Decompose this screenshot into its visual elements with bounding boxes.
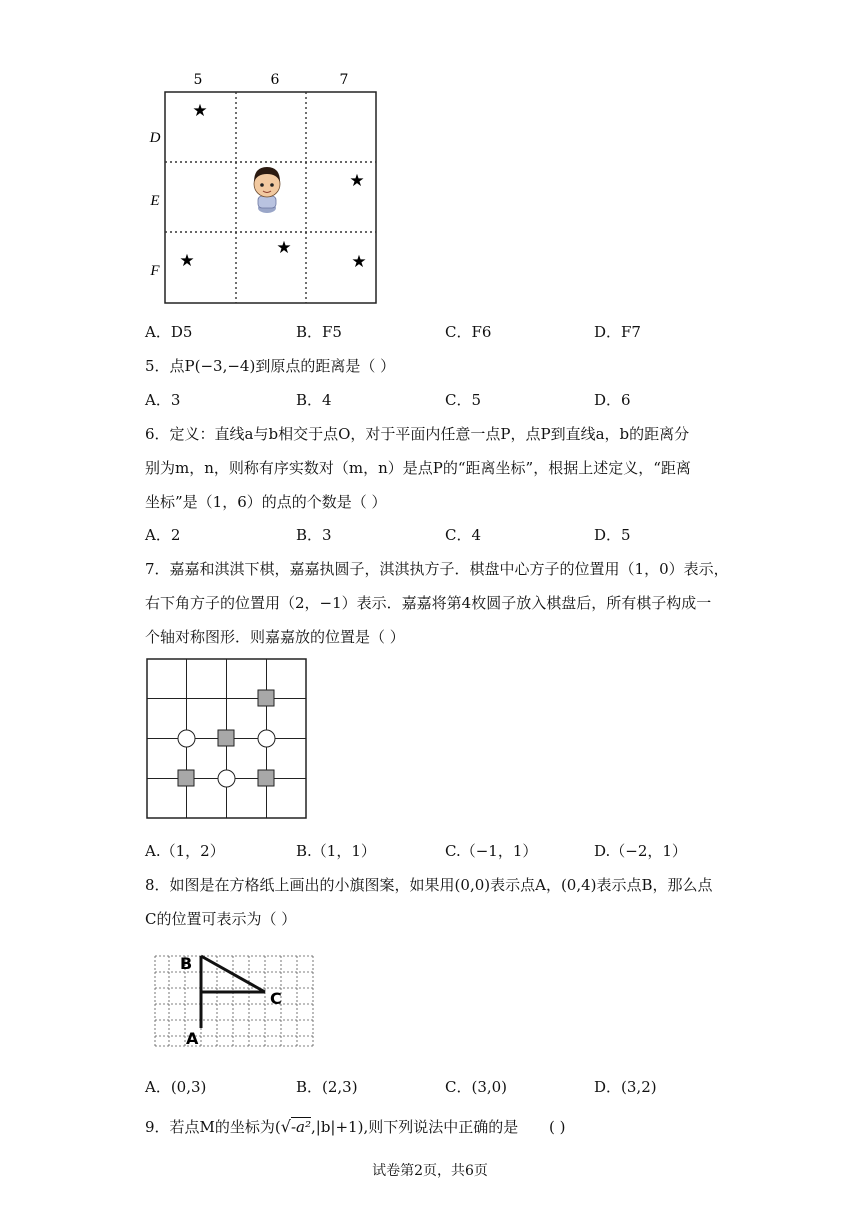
- q7-chessboard-figure: [146, 658, 308, 820]
- sqrt-icon: √: [280, 1117, 291, 1136]
- round-piece: [178, 730, 195, 747]
- q5-question: 5．点P(−3,−4)到原点的距离是（ ）: [145, 357, 396, 375]
- square-piece: [258, 690, 274, 706]
- point-label-c: C: [270, 989, 282, 1008]
- point-label-a: A: [186, 1029, 199, 1048]
- star-icon: ★: [351, 252, 367, 272]
- row-label-f: F: [150, 263, 160, 279]
- q9-radicand: -a²: [290, 1118, 311, 1136]
- q5-option-c[interactable]: C．5: [445, 391, 482, 409]
- q4-grid-figure: [140, 66, 385, 311]
- q6-option-a[interactable]: A．2: [145, 526, 181, 544]
- q7-option-d[interactable]: D.（−2，1）: [594, 842, 687, 860]
- q9-question: [145, 1116, 565, 1137]
- col-label-7: 7: [339, 72, 349, 88]
- boy-character-icon: [254, 167, 280, 213]
- q6-question-line2: 别为m，n，则称有序实数对（m，n）是点P的“距离坐标”，根据上述定义，“距离: [145, 459, 691, 477]
- grid-paper: [155, 956, 315, 1046]
- q8-question-line1: 8．如图是在方格纸上画出的小旗图案，如果用(0,0)表示点A，(0,4)表示点B，那么点: [145, 876, 713, 894]
- square-piece: [258, 770, 274, 786]
- q8-option-b[interactable]: B．(2,3): [296, 1078, 358, 1096]
- point-label-b: B: [180, 954, 193, 973]
- star-icon: ★: [192, 101, 208, 121]
- q6-option-c[interactable]: C．4: [445, 526, 482, 544]
- q7-question-line2: 右下角方子的位置用（2，−1）表示．嘉嘉将第4枚圆子放入棋盘后，所有棋子构成一: [145, 594, 712, 612]
- page-footer: 试卷第2页，共6页: [372, 1163, 488, 1179]
- q9-answer-paren: ( ): [549, 1118, 566, 1136]
- star-icon: ★: [276, 238, 292, 258]
- q5-option-a[interactable]: A．3: [145, 391, 181, 409]
- q7-question-line3: 个轴对称图形．则嘉嘉放的位置是（ ）: [145, 628, 405, 646]
- col-label-5: 5: [193, 72, 203, 88]
- q7-option-c[interactable]: C.（−1，1）: [445, 842, 538, 860]
- q4-option-b[interactable]: B．F5: [296, 323, 342, 341]
- star-icon: ★: [349, 171, 365, 191]
- q5-option-b[interactable]: B．4: [296, 391, 332, 409]
- star-icon: ★: [179, 251, 195, 271]
- q7-option-a[interactable]: A.（1，2）: [145, 842, 225, 860]
- q4-option-a[interactable]: A．D5: [145, 323, 193, 341]
- col-label-6: 6: [270, 72, 280, 88]
- q6-option-d[interactable]: D．5: [594, 526, 631, 544]
- row-label-e: E: [150, 193, 160, 209]
- q8-flag-figure: [150, 950, 318, 1050]
- q7-question-line1: 7．嘉嘉和淇淇下棋，嘉嘉执圆子，淇淇执方子．棋盘中心方子的位置用（1，0）表示，: [145, 560, 729, 578]
- q6-question-line3: 坐标”是（1，6）的点的个数是（ ）: [145, 493, 387, 511]
- q5-option-d[interactable]: D．6: [594, 391, 631, 409]
- q9-suffix: ,|b|+1),则下列说法中正确的是: [311, 1118, 519, 1136]
- q9-prefix: 9．若点M的坐标为(: [145, 1118, 281, 1136]
- square-piece: [178, 770, 194, 786]
- q8-option-a[interactable]: A．(0,3): [145, 1078, 207, 1096]
- q4-option-c[interactable]: C．F6: [445, 323, 492, 341]
- q8-option-c[interactable]: C．(3,0): [445, 1078, 508, 1096]
- q6-option-b[interactable]: B．3: [296, 526, 332, 544]
- row-label-d: D: [149, 130, 161, 146]
- q8-option-d[interactable]: D．(3,2): [594, 1078, 657, 1096]
- round-piece: [258, 730, 275, 747]
- square-piece: [218, 730, 234, 746]
- q6-question-line1: 6．定义：直线a与b相交于点O，对于平面内任意一点P，点P到直线a，b的距离分: [145, 425, 690, 443]
- round-piece: [218, 770, 235, 787]
- q4-option-d[interactable]: D．F7: [594, 323, 641, 341]
- q7-option-b[interactable]: B.（1，1）: [296, 842, 376, 860]
- q8-question-line2: C的位置可表示为（ ）: [145, 910, 297, 928]
